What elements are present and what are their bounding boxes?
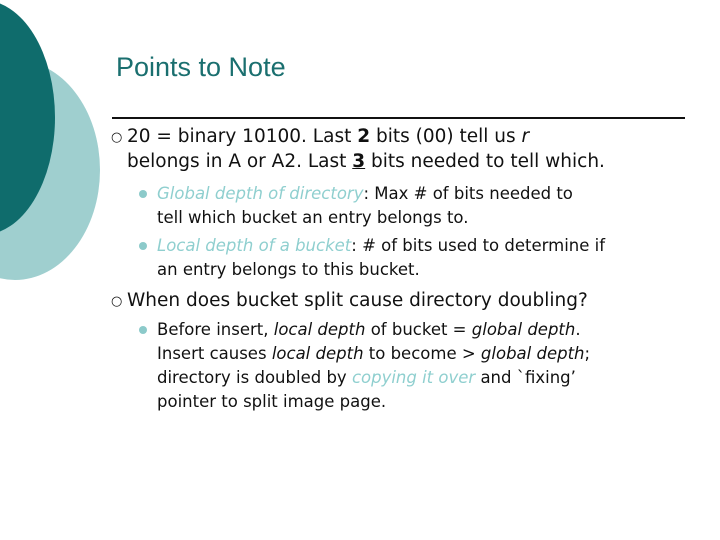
sub-bullet-dot-icon [139,326,147,334]
bullet-2a [157,318,717,414]
bullet-1b-line-1: Local depth of a bucket: # of bits used to determine if [157,236,606,255]
bullet-1b [157,234,717,282]
sub-bullet-dot-icon [139,190,147,198]
bullet-1-line-1: 20 = binary 10100. Last 2 bits (00) tell us r [127,126,530,147]
bullet-2a-line-3: directory is doubled by copying it over and `fixing’ [157,368,576,387]
bullet-2 [127,288,717,313]
slide-title: Points to Note [116,52,286,82]
sub-bullet-dot-icon [139,242,147,250]
bullet-ring-icon: ○ [111,130,123,145]
bullet-2a-line-4: pointer to split image page. [157,392,387,411]
bullet-1a-line-2: tell which bucket an entry belongs to. [157,208,469,227]
bullet-2a-line-2: Insert causes local depth to become > global depth; [157,344,591,363]
bullet-2-line-1: When does bucket split cause directory doubling? [127,290,588,311]
bullet-1b-line-2: an entry belongs to this bucket. [157,260,420,279]
bullet-1-line-2: belongs in A or A2. Last 3 bits needed to tell which. [127,151,605,172]
bullet-1a-line-1: Global depth of directory: Max # of bits needed to [157,184,573,203]
title-divider [112,117,685,119]
bullet-1a [157,182,717,230]
bullet-2a-line-1: Before insert, local depth of bucket = global depth. [157,320,581,339]
bullet-1 [127,124,717,174]
bullet-ring-icon: ○ [111,294,123,309]
